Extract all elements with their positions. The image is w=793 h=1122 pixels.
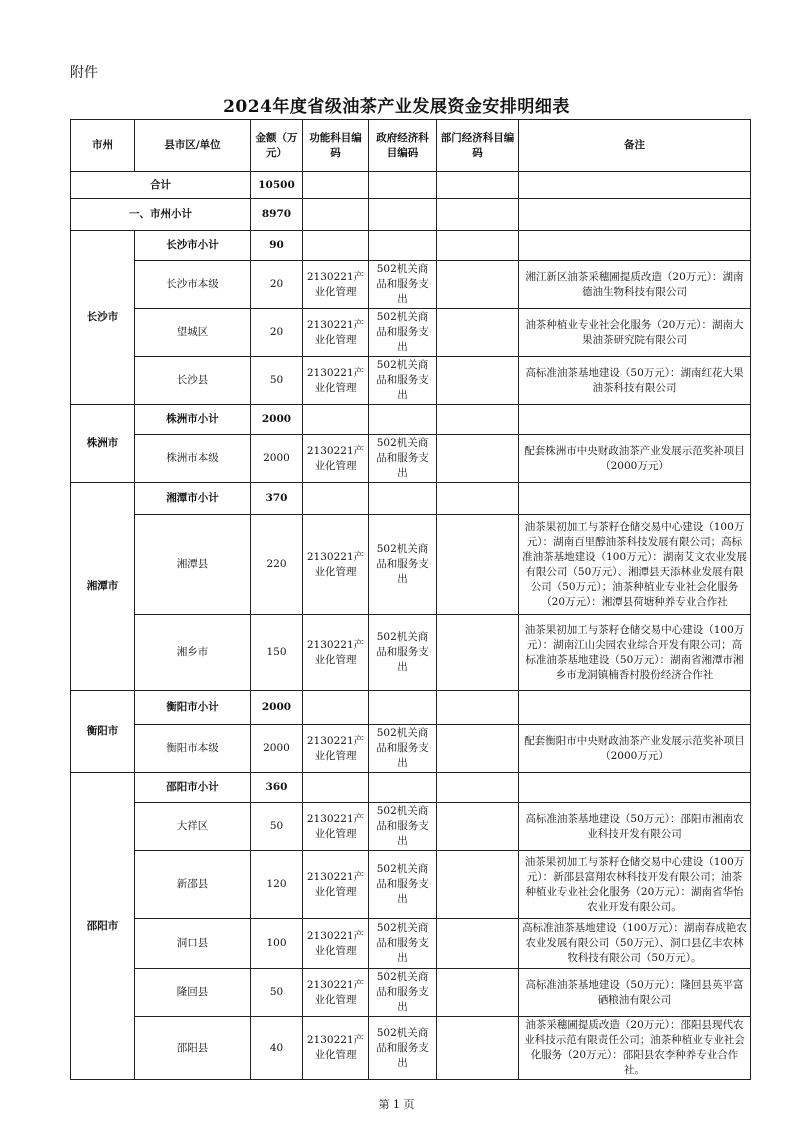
subtotal-row xyxy=(71,691,751,725)
gov-code: 502机关商品和服务支出 xyxy=(369,515,437,615)
city-name: 株洲市 xyxy=(71,405,135,483)
gov-code: 502机关商品和服务支出 xyxy=(369,615,437,691)
page-title: 2024年度省级油茶产业发展资金安排明细表 xyxy=(223,97,570,117)
func-code: 2130221产业化管理 xyxy=(303,261,369,309)
county-name: 望城区 xyxy=(135,309,251,357)
note-text: 湘江新区油茶采穗圃提质改造（20万元）：湖南德油生物科技有限公司 xyxy=(519,261,751,309)
func-code: 2130221产业化管理 xyxy=(303,515,369,615)
county-name: 湘乡市 xyxy=(135,615,251,691)
amount-value: 50 xyxy=(251,969,303,1017)
amount-value: 50 xyxy=(251,803,303,851)
empty-cell xyxy=(437,691,519,725)
empty-cell xyxy=(437,773,519,803)
table-row xyxy=(71,309,751,357)
city-name: 长沙市 xyxy=(71,231,135,405)
total-label: 合计 xyxy=(71,172,251,199)
gov-code: 502机关商品和服务支出 xyxy=(369,309,437,357)
attachment-label: 附件 xyxy=(70,65,98,81)
county-name: 大祥区 xyxy=(135,803,251,851)
county-name: 衡阳市本级 xyxy=(135,725,251,773)
table-row xyxy=(71,1017,751,1080)
table-row xyxy=(71,803,751,851)
table-row xyxy=(71,969,751,1017)
amount-value: 50 xyxy=(251,357,303,405)
subtotal-label: 湘潭市小计 xyxy=(135,483,251,515)
dept-code xyxy=(437,1017,519,1080)
section-amount: 8970 xyxy=(251,199,303,231)
total-row xyxy=(71,172,751,199)
empty-cell xyxy=(369,405,437,435)
empty-cell xyxy=(303,231,369,261)
dept-code xyxy=(437,357,519,405)
header-gov-code: 政府经济科目编码 xyxy=(369,120,437,172)
subtotal-amount: 90 xyxy=(251,231,303,261)
table-row xyxy=(71,515,751,615)
amount-value: 120 xyxy=(251,851,303,919)
func-code: 2130221产业化管理 xyxy=(303,725,369,773)
gov-code: 502机关商品和服务支出 xyxy=(369,803,437,851)
note-text: 油茶采穗圃提质改造（20万元）：邵阳县现代农业科技示范有限责任公司；油茶种植业专业社会化服务（20万元）：邵阳县农李种养专业合作社。 xyxy=(519,1017,751,1080)
empty-cell xyxy=(519,405,751,435)
header-note: 备注 xyxy=(519,120,751,172)
gov-code: 502机关商品和服务支出 xyxy=(369,1017,437,1080)
note-text: 油茶果初加工与茶籽仓储交易中心建设（100万元）：新邵县富翔农林科技开发有限公司；油茶种植业专业社会化服务（20万元）：湖南省华怡农业开发有限公司。 xyxy=(519,851,751,919)
dept-code xyxy=(437,435,519,483)
func-code: 2130221产业化管理 xyxy=(303,851,369,919)
header-func-code: 功能科目编码 xyxy=(303,120,369,172)
empty-cell xyxy=(437,483,519,515)
county-name: 邵阳县 xyxy=(135,1017,251,1080)
empty-cell xyxy=(303,405,369,435)
table-row xyxy=(71,919,751,969)
empty-cell xyxy=(519,231,751,261)
note-text: 配套衡阳市中央财政油茶产业发展示范奖补项目（2000万元） xyxy=(519,725,751,773)
gov-code: 502机关商品和服务支出 xyxy=(369,435,437,483)
county-name: 长沙市本级 xyxy=(135,261,251,309)
gov-code: 502机关商品和服务支出 xyxy=(369,969,437,1017)
section-row xyxy=(71,199,751,231)
dept-code xyxy=(437,969,519,1017)
empty-cell xyxy=(369,773,437,803)
amount-value: 2000 xyxy=(251,725,303,773)
func-code: 2130221产业化管理 xyxy=(303,969,369,1017)
city-name: 湘潭市 xyxy=(71,483,135,691)
empty-cell xyxy=(303,773,369,803)
empty-cell xyxy=(519,773,751,803)
amount-value: 100 xyxy=(251,919,303,969)
note-text: 油茶种植业专业社会化服务（20万元）：湖南大果油茶研究院有限公司 xyxy=(519,309,751,357)
header-city: 市州 xyxy=(71,120,135,172)
city-name: 邵阳市 xyxy=(71,773,135,1080)
empty-cell xyxy=(369,483,437,515)
table-row xyxy=(71,435,751,483)
note-text: 高标准油茶基地建设（50万元）：邵阳市湘南农业科技开发有限公司 xyxy=(519,803,751,851)
func-code: 2130221产业化管理 xyxy=(303,615,369,691)
county-name: 长沙县 xyxy=(135,357,251,405)
dept-code xyxy=(437,615,519,691)
subtotal-amount: 2000 xyxy=(251,691,303,725)
amount-value: 40 xyxy=(251,1017,303,1080)
subtotal-label: 长沙市小计 xyxy=(135,231,251,261)
subtotal-label: 衡阳市小计 xyxy=(135,691,251,725)
table-row xyxy=(71,615,751,691)
note-text: 油茶果初加工与茶籽仓储交易中心建设（100万元）：湖南百里醇油茶科技发展有限公司；高标准油茶基地建设（100万元）：湖南艾文农业发展有限公司（50万元）、湘潭县天添林业发展有限公司（50万元）；油茶种植业专业社会化服务（20万元）：湘潭县荷塘种养专业合作社 xyxy=(519,515,751,615)
empty-cell xyxy=(519,483,751,515)
page-number: 第 1 页 xyxy=(378,1098,415,1111)
table-row xyxy=(71,725,751,773)
func-code: 2130221产业化管理 xyxy=(303,803,369,851)
func-code: 2130221产业化管理 xyxy=(303,919,369,969)
dept-code xyxy=(437,515,519,615)
func-code: 2130221产业化管理 xyxy=(303,309,369,357)
subtotal-row xyxy=(71,773,751,803)
subtotal-label: 株洲市小计 xyxy=(135,405,251,435)
empty-cell xyxy=(369,691,437,725)
header-county: 县市区/单位 xyxy=(135,120,251,172)
subtotal-amount: 2000 xyxy=(251,405,303,435)
header-row xyxy=(71,120,751,172)
subtotal-row xyxy=(71,483,751,515)
dept-code xyxy=(437,919,519,969)
amount-value: 220 xyxy=(251,515,303,615)
func-code: 2130221产业化管理 xyxy=(303,1017,369,1080)
county-name: 隆回县 xyxy=(135,969,251,1017)
allocation-table xyxy=(70,119,751,1080)
subtotal-amount: 370 xyxy=(251,483,303,515)
dept-code xyxy=(437,725,519,773)
county-name: 新邵县 xyxy=(135,851,251,919)
county-name: 株洲市本级 xyxy=(135,435,251,483)
gov-code: 502机关商品和服务支出 xyxy=(369,261,437,309)
func-code: 2130221产业化管理 xyxy=(303,435,369,483)
empty-cell xyxy=(369,231,437,261)
gov-code: 502机关商品和服务支出 xyxy=(369,357,437,405)
subtotal-row xyxy=(71,231,751,261)
dept-code xyxy=(437,803,519,851)
note-text: 高标准油茶基地建设（50万元）：隆回县英平富硒粮油有限公司 xyxy=(519,969,751,1017)
county-name: 洞口县 xyxy=(135,919,251,969)
gov-code: 502机关商品和服务支出 xyxy=(369,851,437,919)
amount-value: 20 xyxy=(251,261,303,309)
dept-code xyxy=(437,261,519,309)
empty-cell xyxy=(519,691,751,725)
note-text: 油茶果初加工与茶籽仓储交易中心建设（100万元）：湖南江山尖园农业综合开发有限公司；高标准油茶基地建设（50万元）：湖南省湘潭市湘乡市龙洞镇楠香村股份经济合作社 xyxy=(519,615,751,691)
subtotal-amount: 360 xyxy=(251,773,303,803)
header-dept-code: 部门经济科目编码 xyxy=(437,120,519,172)
table-row xyxy=(71,261,751,309)
amount-value: 2000 xyxy=(251,435,303,483)
subtotal-label: 邵阳市小计 xyxy=(135,773,251,803)
note-text: 高标准油茶基地建设（50万元）：湖南红花大果油茶科技有限公司 xyxy=(519,357,751,405)
county-name: 湘潭县 xyxy=(135,515,251,615)
func-code: 2130221产业化管理 xyxy=(303,357,369,405)
amount-value: 150 xyxy=(251,615,303,691)
gov-code: 502机关商品和服务支出 xyxy=(369,919,437,969)
section-label: 一、市州小计 xyxy=(71,199,251,231)
note-text: 高标准油茶基地建设（100万元）：湖南春成艳农农业发展有限公司（50万元）、洞口县亿丰农林牧科技有限公司（50万元）。 xyxy=(519,919,751,969)
table-row xyxy=(71,851,751,919)
empty-cell xyxy=(437,231,519,261)
empty-cell xyxy=(437,405,519,435)
city-name: 衡阳市 xyxy=(71,691,135,773)
empty-cell xyxy=(303,691,369,725)
dept-code xyxy=(437,309,519,357)
subtotal-row xyxy=(71,405,751,435)
gov-code: 502机关商品和服务支出 xyxy=(369,725,437,773)
table-row xyxy=(71,357,751,405)
dept-code xyxy=(437,851,519,919)
header-amount: 金额（万元） xyxy=(251,120,303,172)
empty-cell xyxy=(303,483,369,515)
total-amount: 10500 xyxy=(251,172,303,199)
amount-value: 20 xyxy=(251,309,303,357)
note-text: 配套株洲市中央财政油茶产业发展示范奖补项目（2000万元） xyxy=(519,435,751,483)
